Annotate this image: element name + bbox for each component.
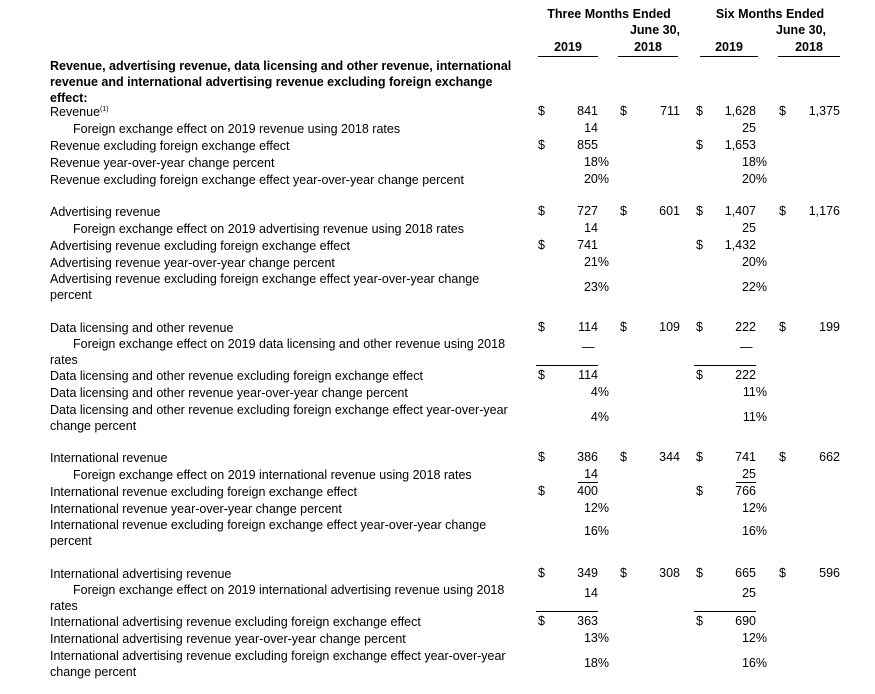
row-label: Foreign exchange effect on 2019 revenue using 2018 rates [73, 122, 401, 136]
header-six-months-date: June 30, [775, 23, 826, 37]
amount-value: 25 [742, 121, 756, 135]
amount-value: — [740, 340, 753, 354]
row-label: Data licensing and other revenue excluding foreign exchange effect [50, 369, 423, 383]
amount-value: 386 [577, 450, 598, 464]
percent-value: 18% [741, 155, 767, 169]
header-three-months: Three Months Ended [547, 7, 671, 21]
amount-value: 711 [660, 104, 680, 118]
amount-value: 14 [584, 586, 598, 600]
subtotal-rule [578, 482, 598, 483]
percent-value: 22% [741, 280, 767, 294]
currency-symbol: $ [620, 566, 627, 580]
row-label: International revenue [50, 451, 168, 465]
row-label: Revenue$^{(1)}$ [50, 105, 109, 119]
amount-value: 1,375 [808, 104, 840, 118]
row-label: Advertising revenue [50, 205, 161, 219]
row-label: Advertising revenue excluding foreign exchange effect year-over-year change percent [50, 272, 480, 302]
percent-value: 21% [583, 255, 609, 269]
row-label: Foreign exchange effect on 2019 international advertising revenue using 2018 rates [50, 583, 505, 613]
amount-value: 14 [584, 121, 598, 135]
currency-symbol: $ [696, 204, 703, 218]
currency-symbol: $ [696, 238, 703, 252]
subtotal-rule [694, 611, 756, 612]
currency-symbol: $ [779, 204, 786, 218]
currency-symbol: $ [779, 566, 786, 580]
amount-value: 665 [735, 566, 756, 580]
currency-symbol: $ [538, 450, 545, 464]
row-label: Foreign exchange effect on 2019 advertising revenue using 2018 rates [73, 222, 465, 236]
row-label: Revenue excluding foreign exchange effect year-over-year change percent [50, 173, 464, 187]
row-label: Advertising revenue excluding foreign exchange effect [50, 239, 350, 253]
currency-symbol: $ [538, 204, 545, 218]
percent-value: 11% [742, 385, 767, 399]
amount-value: 109 [659, 320, 680, 334]
percent-value: 20% [583, 172, 609, 186]
row-label: Revenue year-over-year change percent [50, 156, 275, 170]
currency-symbol: $ [538, 484, 545, 498]
currency-symbol: $ [538, 138, 545, 152]
currency-symbol: $ [620, 320, 627, 334]
percent-value: 4% [590, 385, 609, 399]
amount-value: 25 [742, 221, 756, 235]
row-label: International revenue excluding foreign exchange effect year-over-year change percent [50, 518, 487, 548]
amount-value: 349 [577, 566, 598, 580]
header-six-months: Six Months Ended [715, 7, 825, 21]
currency-symbol: $ [696, 614, 703, 628]
row-label: Advertising revenue year-over-year change percent [50, 256, 335, 270]
amount-value: 1,432 [724, 238, 756, 252]
amount-value: 1,628 [724, 104, 756, 118]
row-label: Revenue excluding foreign exchange effect [50, 139, 290, 153]
amount-value: — [582, 340, 595, 354]
percent-value: 12% [583, 501, 609, 515]
percent-value: 23% [583, 280, 609, 294]
row-label: International advertising revenue [50, 567, 232, 581]
header-rule [618, 56, 678, 57]
currency-symbol: $ [696, 450, 703, 464]
percent-value: 20% [741, 172, 767, 186]
row-label: Data licensing and other revenue excluding foreign exchange effect year-over-year change percent [50, 403, 508, 433]
currency-symbol: $ [696, 484, 703, 498]
currency-symbol: $ [620, 104, 627, 118]
row-label: International revenue excluding foreign exchange effect [50, 485, 357, 499]
percent-value: 16% [741, 656, 767, 670]
currency-symbol: $ [696, 368, 703, 382]
percent-value: 11% [742, 410, 767, 424]
amount-value: 1,653 [724, 138, 756, 152]
footnote-mark: (1) [100, 106, 109, 113]
row-label: Foreign exchange effect on 2019 data licensing and other revenue using 2018 rates [50, 337, 506, 367]
table-title: Revenue, advertising revenue, data licensing and other revenue, international revenue and international advertising revenue excluding foreign exchange effect: [50, 59, 512, 105]
currency-symbol: $ [696, 138, 703, 152]
row-label: International advertising revenue excluding foreign exchange effect [50, 615, 421, 629]
currency-symbol: $ [538, 614, 545, 628]
amount-value: 741 [735, 450, 756, 464]
subtotal-rule [536, 365, 598, 366]
row-label: International advertising revenue excluding foreign exchange effect year-over-year change percent [50, 649, 506, 679]
subtotal-rule [736, 482, 756, 483]
amount-value: 114 [578, 320, 598, 334]
amount-value: 690 [735, 614, 756, 628]
header-year-3m-2019: 2019 [554, 40, 582, 54]
amount-value: 766 [735, 484, 756, 498]
amount-value: 741 [577, 238, 598, 252]
amount-value: 25 [742, 467, 756, 481]
percent-value: 18% [583, 656, 609, 670]
subtotal-rule [536, 611, 598, 612]
currency-symbol: $ [620, 450, 627, 464]
row-label: Data licensing and other revenue year-over-year change percent [50, 386, 408, 400]
amount-value: 308 [659, 566, 680, 580]
amount-value: 14 [584, 467, 598, 481]
header-year-3m-2018: 2018 [634, 40, 662, 54]
amount-value: 596 [819, 566, 840, 580]
currency-symbol: $ [779, 450, 786, 464]
currency-symbol: $ [696, 566, 703, 580]
header-rule [538, 56, 598, 57]
currency-symbol: $ [779, 104, 786, 118]
currency-symbol: $ [538, 104, 545, 118]
header-rule [700, 56, 758, 57]
amount-value: 841 [577, 104, 598, 118]
row-label: International advertising revenue year-over-year change percent [50, 632, 406, 646]
percent-value: 13% [583, 631, 609, 645]
row-label: Data licensing and other revenue [50, 321, 234, 335]
amount-value: 222 [735, 320, 756, 334]
percent-value: 12% [741, 501, 767, 515]
currency-symbol: $ [696, 104, 703, 118]
header-rule [778, 56, 840, 57]
percent-value: 20% [741, 255, 767, 269]
amount-value: 199 [819, 320, 840, 334]
amount-value: 662 [819, 450, 840, 464]
amount-value: 1,176 [808, 204, 840, 218]
currency-symbol: $ [538, 566, 545, 580]
amount-value: 727 [577, 204, 598, 218]
amount-value: 14 [584, 221, 598, 235]
currency-symbol: $ [620, 204, 627, 218]
percent-value: 12% [741, 631, 767, 645]
amount-value: 222 [735, 368, 756, 382]
amount-value: 363 [577, 614, 598, 628]
percent-value: 16% [583, 524, 609, 538]
header-year-6m-2019: 2019 [715, 40, 743, 54]
amount-value: 114 [578, 368, 598, 382]
amount-value: 25 [742, 586, 756, 600]
row-label: Foreign exchange effect on 2019 international revenue using 2018 rates [73, 468, 472, 482]
subtotal-rule [694, 365, 756, 366]
percent-value: 4% [590, 410, 609, 424]
amount-value: 400 [577, 484, 598, 498]
currency-symbol: $ [538, 368, 545, 382]
currency-symbol: $ [538, 320, 545, 334]
percent-value: 16% [741, 524, 767, 538]
amount-value: 855 [577, 138, 598, 152]
currency-symbol: $ [538, 238, 545, 252]
amount-value: 601 [659, 204, 680, 218]
percent-value: 18% [583, 155, 609, 169]
amount-value: 344 [659, 450, 680, 464]
header-year-6m-2018: 2018 [795, 40, 823, 54]
header-three-months-date: June 30, [629, 23, 680, 37]
currency-symbol: $ [696, 320, 703, 334]
amount-value: 1,407 [724, 204, 756, 218]
currency-symbol: $ [779, 320, 786, 334]
row-label: International revenue year-over-year change percent [50, 502, 342, 516]
